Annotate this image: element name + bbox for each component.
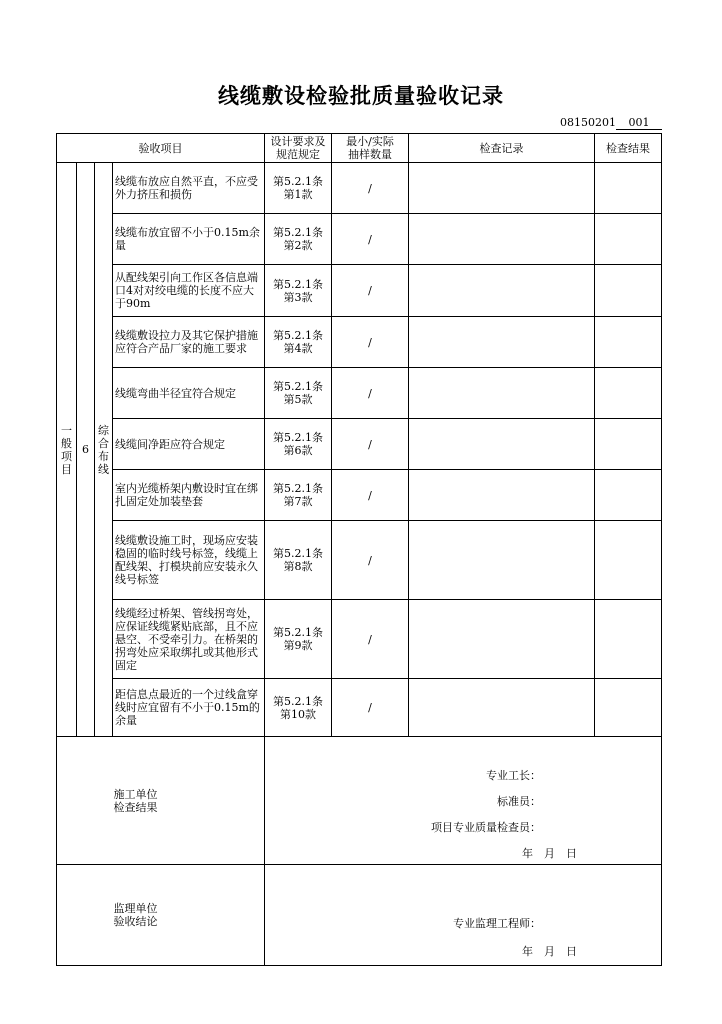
item-sample: / [332, 163, 409, 214]
header-record: 检查记录 [409, 134, 595, 163]
item-result[interactable] [595, 679, 662, 737]
item-result[interactable] [595, 265, 662, 317]
page-title: 线缆敷设检验批质量验收记录 [218, 84, 504, 108]
item-clause: 第5.2.1条 第2款 [265, 214, 332, 265]
construction-label: 施工单位 检查结果 [57, 737, 265, 865]
supervision-label: 监理单位 验收结论 [57, 865, 265, 966]
header-item: 验收项目 [57, 134, 265, 163]
table-row [57, 163, 662, 214]
header-design: 设计要求及 规范规定 [265, 134, 332, 163]
item-record[interactable] [409, 600, 595, 679]
header-row [57, 134, 662, 163]
group-index: 6 [77, 163, 95, 737]
table-row [57, 214, 662, 265]
subcategory-cell: 综 合 布 线 [95, 163, 113, 737]
item-description: 线缆敷设拉力及其它保护措施应符合产品厂家的施工要求 [113, 317, 265, 368]
supervision-signature-area [265, 865, 662, 966]
construction-date: 年 月 日 [522, 847, 577, 860]
item-record[interactable] [409, 419, 595, 470]
code-number: 001 [616, 116, 662, 130]
item-record[interactable] [409, 679, 595, 737]
item-clause: 第5.2.1条 第5款 [265, 368, 332, 419]
item-record[interactable] [409, 521, 595, 600]
item-record[interactable] [409, 214, 595, 265]
item-result[interactable] [595, 470, 662, 521]
item-description: 线缆敷设施工时，现场应安装稳固的临时线号标签，线缆上配线架、打模块前应安装永久线号标签 [113, 521, 265, 600]
item-record[interactable] [409, 317, 595, 368]
table-row [57, 470, 662, 521]
item-sample: / [332, 265, 409, 317]
item-description: 线缆弯曲半径宜符合规定 [113, 368, 265, 419]
item-sample: / [332, 521, 409, 600]
acceptance-table [56, 133, 662, 966]
table-row [57, 521, 662, 600]
item-clause: 第5.2.1条 第10款 [265, 679, 332, 737]
table-row [57, 679, 662, 737]
item-sample: / [332, 470, 409, 521]
item-description: 线缆布放应自然平直，不应受外力挤压和损伤 [113, 163, 265, 214]
item-sample: / [332, 368, 409, 419]
item-record[interactable] [409, 265, 595, 317]
item-description: 线缆经过桥架、管线拐弯处，应保证线缆紧贴底部，且不应悬空、不受牵引力。在桥架的拐弯处应采取绑扎或其他形式固定 [113, 600, 265, 679]
record-code [560, 116, 662, 130]
construction-row [57, 737, 662, 865]
category-cell: 一 般 项 目 [57, 163, 77, 737]
item-description: 距信息点最近的一个过线盒穿线时应宜留有不小于0.15m的余量 [113, 679, 265, 737]
header-result: 检查结果 [595, 134, 662, 163]
item-record[interactable] [409, 470, 595, 521]
table-row [57, 265, 662, 317]
item-sample: / [332, 600, 409, 679]
item-result[interactable] [595, 600, 662, 679]
item-sample: / [332, 214, 409, 265]
supervision-row [57, 865, 662, 966]
code-prefix: 08150201 [560, 116, 616, 129]
table-row [57, 600, 662, 679]
item-clause: 第5.2.1条 第6款 [265, 419, 332, 470]
item-result[interactable] [595, 163, 662, 214]
item-clause: 第5.2.1条 第9款 [265, 600, 332, 679]
table-row [57, 419, 662, 470]
item-clause: 第5.2.1条 第7款 [265, 470, 332, 521]
item-clause: 第5.2.1条 第8款 [265, 521, 332, 600]
item-result[interactable] [595, 214, 662, 265]
item-description: 室内光缆桥架内敷设时宜在绑扎固定处加装垫套 [113, 470, 265, 521]
item-result[interactable] [595, 368, 662, 419]
item-result[interactable] [595, 317, 662, 368]
item-result[interactable] [595, 521, 662, 600]
item-record[interactable] [409, 163, 595, 214]
item-clause: 第5.2.1条 第1款 [265, 163, 332, 214]
item-record[interactable] [409, 368, 595, 419]
item-clause: 第5.2.1条 第3款 [265, 265, 332, 317]
supervising-engineer-label: 专业监理工程师： [453, 917, 541, 930]
construction-signature-area [265, 737, 662, 865]
table-row [57, 317, 662, 368]
header-sample: 最小/实际 抽样数量 [332, 134, 409, 163]
item-result[interactable] [595, 419, 662, 470]
item-sample: / [332, 679, 409, 737]
table-row [57, 368, 662, 419]
quality-inspector-label: 项目专业质量检查员： [431, 821, 541, 834]
foreman-label: 专业工长： [486, 769, 541, 782]
item-description: 从配线架引向工作区各信息端口4对对绞电缆的长度不应大于90m [113, 265, 265, 317]
item-description: 线缆布放宜留不小于0.15m余量 [113, 214, 265, 265]
standard-officer-label: 标准员： [497, 795, 541, 808]
supervision-date: 年 月 日 [522, 945, 577, 958]
item-clause: 第5.2.1条 第4款 [265, 317, 332, 368]
item-sample: / [332, 419, 409, 470]
item-sample: / [332, 317, 409, 368]
item-description: 线缆间净距应符合规定 [113, 419, 265, 470]
